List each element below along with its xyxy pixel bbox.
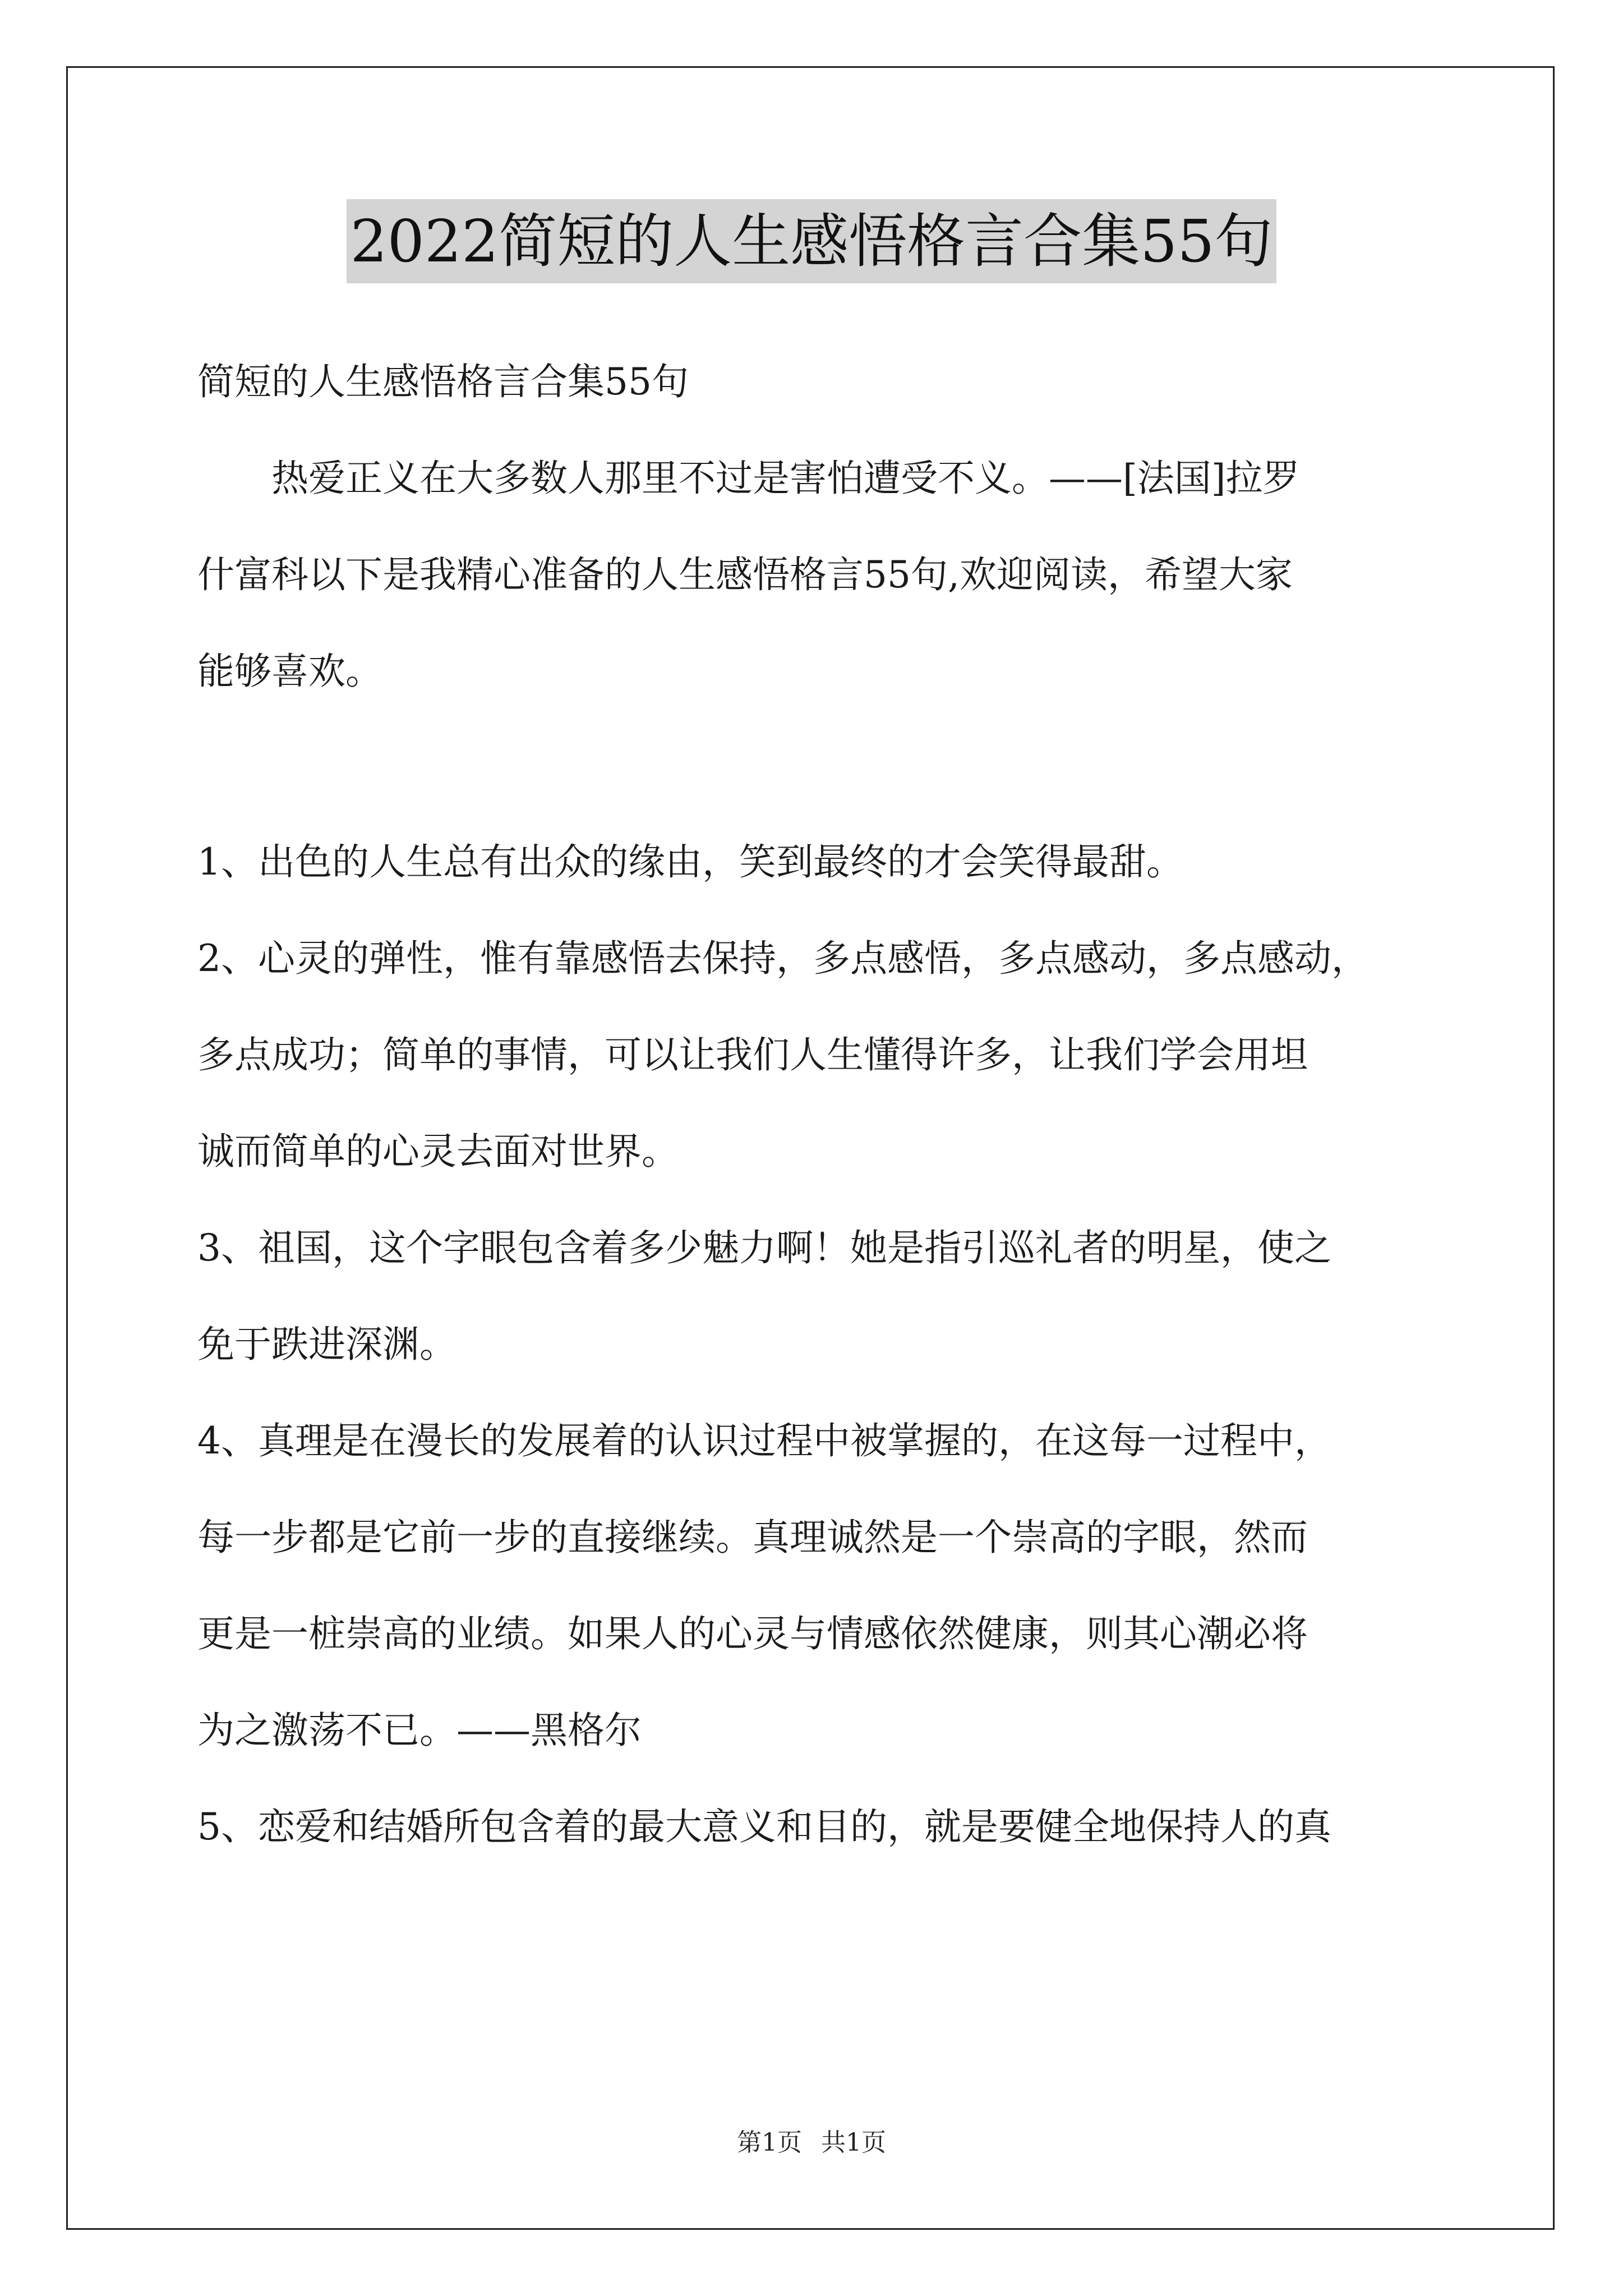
quote-item-5 <box>197 1779 1431 1875</box>
document-subtitle: 简短的人生感悟格言合集55句 <box>197 360 689 403</box>
quote-line: 免于跌进深渊。 <box>197 1323 457 1366</box>
intro-line: 什富科以下是我精心准备的人生感悟格言55句,欢迎阅读，希望大家 <box>197 553 1293 596</box>
quote-line: 2、心灵的弹性，惟有靠感悟去保持，多点感悟，多点感动，多点感动， <box>197 937 1368 980</box>
quote-item-1 <box>197 814 1431 910</box>
quote-line: 为之激荡不已。——黑格尔 <box>197 1709 642 1752</box>
document-body <box>197 334 1431 1875</box>
quote-line: 1、出色的人生总有出众的缘由，笑到最终的才会笑得最甜。 <box>197 840 1183 884</box>
intro-line: 热爱正义在大多数人那里不过是害怕遭受不义。——[法国]拉罗 <box>271 457 1300 500</box>
page-footer <box>0 2126 1623 2160</box>
quote-item-2 <box>197 910 1431 1200</box>
intro-paragraph <box>197 430 1431 720</box>
quote-line: 3、祖国，这个字眼包含着多少魅力啊！她是指引巡礼者的明星，使之 <box>197 1226 1331 1269</box>
page-number: 第1页 <box>737 2128 802 2157</box>
total-pages: 共1页 <box>821 2128 886 2157</box>
intro-line: 能够喜欢。 <box>197 650 382 693</box>
quote-item-4 <box>197 1393 1431 1779</box>
paragraph-gap <box>197 720 1431 814</box>
quote-line: 每一步都是它前一步的直接继续。真理诚然是一个崇高的字眼，然而 <box>197 1516 1308 1559</box>
quote-line: 更是一桩崇高的业绩。如果人的心灵与情感依然健康，则其心潮必将 <box>197 1612 1308 1655</box>
quote-line: 多点成功；简单的事情，可以让我们人生懂得许多，让我们学会用坦 <box>197 1033 1308 1076</box>
document-title: 2022简短的人生感悟格言合集55句 <box>347 199 1276 283</box>
quote-line: 诚而简单的心灵去面对世界。 <box>197 1130 679 1173</box>
title-container <box>0 199 1623 283</box>
quote-line: 5、恋爱和结婚所包含着的最大意义和目的，就是要健全地保持人的真 <box>197 1805 1331 1848</box>
quote-item-3 <box>197 1200 1431 1393</box>
quote-line: 4、真理是在漫长的发展着的认识过程中被掌握的，在这每一过程中， <box>197 1419 1331 1462</box>
